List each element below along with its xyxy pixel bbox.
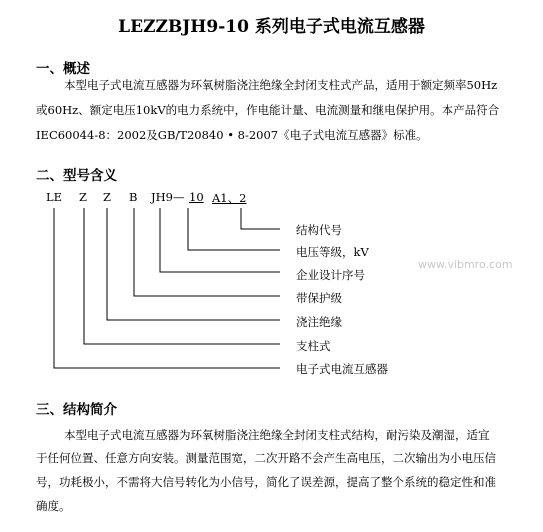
section-heading-model-meaning: 二、型号含义 bbox=[36, 168, 117, 184]
structure-line-4: 确度。 bbox=[36, 499, 71, 513]
label-structure-code: 结构代号 bbox=[296, 223, 342, 237]
overview-line-3: IEC60044-8：2002及GB/T20840 • 8-2007《电子式电流互感器》标准。 bbox=[36, 128, 428, 142]
structure-line-2: 于任何位置、任意方向安装。测量范围宽，二次开路不会产生高电压，二次输出为小电压信 bbox=[36, 451, 496, 465]
section-heading-overview: 一、概述 bbox=[36, 61, 90, 77]
model-code-dash: — bbox=[173, 190, 185, 204]
label-cast-insulation: 浇注绝缘 bbox=[296, 315, 342, 329]
label-design-serial: 企业设计序号 bbox=[296, 268, 365, 282]
section-heading-structure: 三、结构简介 bbox=[36, 402, 117, 418]
page-title: LEZZBJH9-10 系列电子式电流互感器 bbox=[118, 17, 425, 37]
overview-line-1: 本型电子式电流互感器为环氧树脂浇注绝缘全封闭支柱式产品，适用于额定频率50Hz bbox=[64, 78, 498, 92]
model-code-jh9: JH9 bbox=[151, 190, 173, 204]
label-pillar-type: 支柱式 bbox=[296, 339, 331, 353]
model-code-z2: Z bbox=[103, 190, 111, 204]
structure-line-1: 本型电子式电流互感器为环氧树脂浇注绝缘全封闭支柱式结构，耐污染及潮湿，适宜 bbox=[64, 428, 490, 442]
model-code-a12: A1、2 bbox=[212, 191, 247, 205]
structure-line-3: 号，功耗极小，不需将大信号转化为小信号，简化了误差源，提高了整个系统的稳定性和准 bbox=[36, 475, 496, 489]
model-code-z1: Z bbox=[79, 190, 87, 204]
model-code-b: B bbox=[129, 190, 138, 204]
model-code-le: LE bbox=[46, 190, 63, 204]
model-code-10: 10 bbox=[189, 190, 204, 204]
overview-line-2: 或60Hz、额定电压10kV的电力系统中，作电能计量、电流测量和继电保护用。本产品符合 bbox=[36, 103, 500, 117]
label-protection-class: 带保护级 bbox=[296, 291, 342, 305]
label-electronic-ct: 电子式电流互感器 bbox=[296, 362, 388, 376]
label-voltage-level: 电压等级，kV bbox=[296, 245, 369, 259]
watermark: www.vibmro.com bbox=[418, 258, 513, 271]
